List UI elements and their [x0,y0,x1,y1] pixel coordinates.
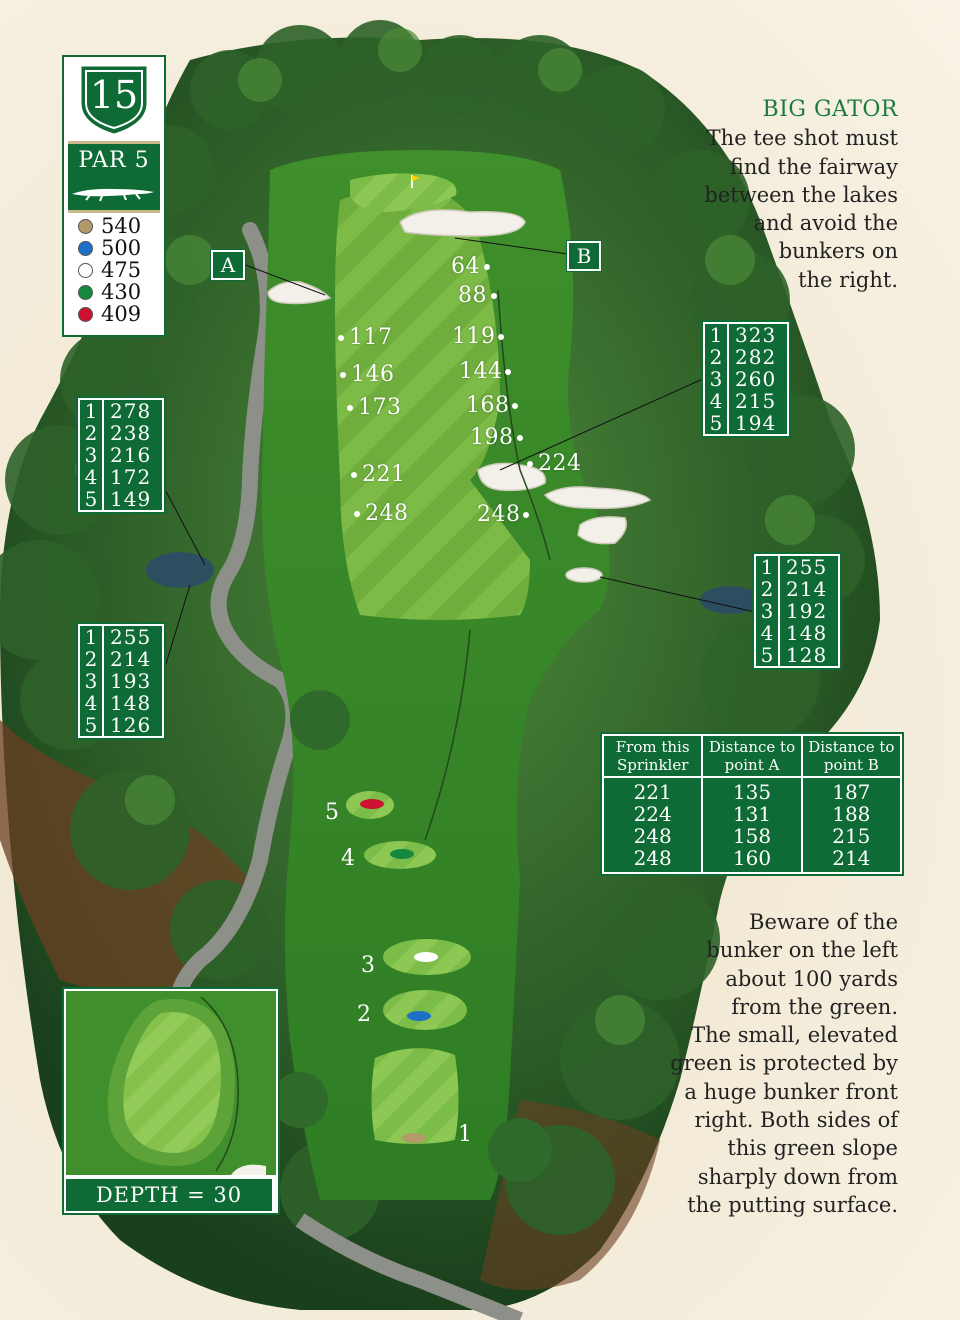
yardage-row [80,400,162,422]
row-yards: 149 [110,487,152,511]
sprinkler-column [604,778,703,872]
notes-line: a huge bunker front [684,1079,898,1104]
sprinkler-table-body [604,778,900,872]
hole-title: BIG GATOR [762,97,898,122]
fairway-yardage: 248 [365,501,409,526]
fairway-yardage: 221 [362,462,406,487]
row-yards: 148 [110,691,152,715]
point-a-tag: A [211,250,245,280]
fairway-yardage: 168 [466,393,510,418]
tee-list [78,215,160,325]
tee-color-icon [78,307,93,322]
row-number: 5 [756,644,780,666]
distance-b-column [803,778,900,872]
sprinkler-distance-table [602,734,902,874]
point-b-tag: B [567,241,601,271]
row-number: 2 [80,648,104,670]
tee-number-label: 5 [325,800,339,825]
hole-notes [618,908,898,1219]
notes-line: this green slope [727,1136,898,1161]
row-yards: 192 [786,599,828,623]
fairway-yardage: 119 [452,324,496,349]
sprinkler-table-header [604,736,900,778]
tee-color-icon [78,241,93,256]
alligator-icon [68,180,160,204]
fairway-yardage: 88 [458,283,487,308]
green-detail-illustration [66,991,276,1175]
row-number: 3 [80,670,104,692]
distance-a-column [703,778,802,872]
tee-number-label: 2 [357,1002,371,1027]
row-number: 1 [756,556,780,578]
yardage-row [705,324,787,346]
row-yards: 255 [110,625,152,649]
tee-number-label: 1 [458,1122,472,1147]
row-yards: 128 [786,643,828,667]
table-cell: 131 [732,802,772,826]
notes-line: The small, elevated [691,1023,898,1048]
description-line: between the lakes [704,182,898,207]
hole-number: 15 [89,73,139,117]
tee-row-5 [78,303,160,325]
table-cell: 221 [633,780,672,804]
row-number: 4 [80,466,104,488]
notes-line: the putting surface. [687,1192,898,1217]
row-yards: 255 [786,555,828,579]
row-yards: 282 [735,345,777,369]
yardage-row [80,466,162,488]
row-number: 2 [705,346,729,368]
yardage-row [756,556,838,578]
notes-line: right. Both sides of [694,1108,898,1133]
fairway-yardage: 198 [470,425,514,450]
yardage-row [705,412,787,434]
row-yards: 278 [110,399,152,423]
notes-line: bunker on the left [706,938,898,963]
fairway-yardage: 117 [349,325,393,350]
tee-yards: 500 [101,236,142,260]
yardage-row [80,488,162,510]
yardage-table-right-upper [703,322,789,436]
yardage-table-left-lower [78,624,164,738]
yardage-row [756,578,838,600]
header-distance-a: Distance to point A [703,736,802,776]
fairway-yardage: 64 [451,254,480,279]
tee-yards: 409 [101,302,142,326]
row-number: 1 [80,626,104,648]
yardage-row [705,346,787,368]
hole-description [638,96,898,294]
notes-line: about 100 yards [725,966,898,991]
row-number: 1 [705,324,729,346]
tee-row-2 [78,237,160,259]
row-yards: 216 [110,443,152,467]
row-yards: 148 [786,621,828,645]
row-yards: 238 [110,421,152,445]
tee-number-label: 3 [361,953,375,978]
fairway-yardage: 248 [477,502,521,527]
row-number: 5 [80,714,104,736]
table-cell: 248 [633,824,672,848]
table-cell: 248 [633,846,672,870]
green-depth-inset [62,987,280,1215]
table-cell: 215 [832,824,871,848]
yardage-row [80,714,162,736]
row-yards: 214 [786,577,828,601]
row-number: 3 [705,368,729,390]
table-cell: 160 [732,846,772,870]
yardage-row [80,670,162,692]
row-number: 4 [756,622,780,644]
yardage-row [705,390,787,412]
table-cell: 214 [832,846,871,870]
tee-row-3 [78,259,160,281]
yardage-row [80,444,162,466]
notes-line: sharply down from [697,1164,898,1189]
row-number: 4 [705,390,729,412]
yardage-row [756,644,838,666]
description-line: find the fairway [729,154,898,179]
table-cell: 158 [732,824,772,848]
hole-card [62,55,166,337]
row-yards: 172 [110,465,152,489]
fairway-yardage: 144 [459,359,503,384]
tee-color-icon [78,219,93,234]
tee-yards: 540 [101,214,142,238]
par-label: PAR 5 [78,148,150,173]
row-number: 1 [80,400,104,422]
row-yards: 260 [735,367,777,391]
table-cell: 135 [732,780,772,804]
yardage-row [756,622,838,644]
hole-number-shield [76,63,152,135]
notes-line: from the green. [731,994,898,1019]
yardage-row [80,626,162,648]
description-line: The tee shot must [706,126,898,151]
row-number: 3 [756,600,780,622]
fairway-yardage: 173 [358,395,402,420]
row-number: 2 [756,578,780,600]
table-cell: 224 [633,802,672,826]
tee-color-icon [78,285,93,300]
depth-label: DEPTH = 30 [66,1177,272,1211]
description-line: bunkers on [778,239,898,264]
row-number: 5 [705,412,729,434]
yardage-row [80,648,162,670]
fairway-yardage: 146 [351,362,395,387]
description-line: the right. [798,267,898,292]
table-cell: 187 [832,780,871,804]
row-yards: 194 [735,411,777,435]
yardage-row [705,368,787,390]
row-number: 5 [80,488,104,510]
fairway-yardage: 224 [538,451,582,476]
notes-line: green is protected by [670,1051,898,1076]
row-yards: 323 [735,323,777,347]
header-sprinkler: From this Sprinkler [604,736,703,776]
row-yards: 214 [110,647,152,671]
row-yards: 126 [110,713,152,737]
row-number: 4 [80,692,104,714]
row-yards: 215 [735,389,777,413]
table-cell: 188 [832,802,871,826]
yardage-table-left-upper [78,398,164,512]
par-banner [68,141,160,213]
tee-color-icon [78,263,93,278]
header-distance-b: Distance to point B [808,738,895,774]
tee-yards: 475 [101,258,142,282]
tee-number-label: 4 [341,846,355,871]
row-number: 2 [80,422,104,444]
row-number: 3 [80,444,104,466]
yardage-table-right-lower [754,554,840,668]
tee-yards: 430 [101,280,142,304]
tee-row-4 [78,281,160,303]
yardage-row [756,600,838,622]
row-yards: 193 [110,669,152,693]
tee-row-1 [78,215,160,237]
yardage-row [80,422,162,444]
notes-line: Beware of the [749,910,898,934]
description-line: and avoid the [753,211,898,236]
yardage-row [80,692,162,714]
